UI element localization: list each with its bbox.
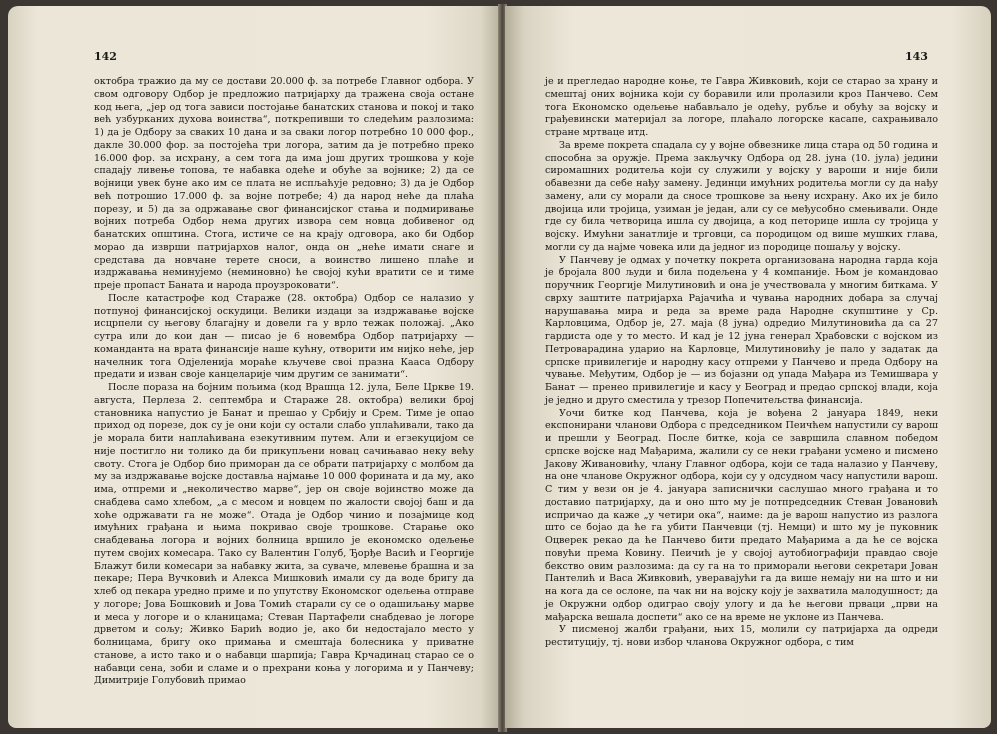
paragraph: У Панчеву је одмах у почетку покрета организована народна гарда која је бројала 800 људи и била подељена у 4 компаније. Њом је командовао поручник Георгије Милутиновић и она је учествовала у многим биткама. У сврху заштите патријарха Рајачића и чувања народних добара за случај нарушавања мира и реда за време рада Народне скупштине у Ср. Карловцима, Одбор је, 27. маја (8 јуна) одредио Милутиновића да са 27 гардиста оде у то место. И кад је 12 јуна генерал Храбовски с војском из Петроварадина ударио на Карловце, Милутиновићу је пало у задатак да српске привилегије и народну касу отпреми у Панчево и преда Одбору на чување. Међутим, Одбор је — из бојазни од упада Мађара из Темишвара у Банат — пренео привилегије и касу у Београд и предао српској влади, која је једно и друго сместила у трезор Попечитељства финансија. [545,254,938,406]
page-number: 142 [94,50,117,63]
page-body [94,76,474,688]
paragraph: После катастрофе код Стараже (28. октобра) Одбор се налазио у потпуној финансијској оскудици. Велики издаци за издржавање војске исцрпели су његову благајну и довели га у врло тежак положај. „Ако сутра или до кои дан — писао је 6 новембра Одбор патријарху — команданта на врата финансије наше кућну, отворити им ниjко неће, јер начелник тога Одјеленија мораће кључеве своі празна Кааса Одбору предати и изван своје канцеларије чим другим се занимати“. [94,292,474,381]
page-body [545,76,938,650]
left-page [8,6,500,728]
paragraph: После пораза на бојним пољима (код Врашца 12. јула, Беле Цркве 19. августа, Перлеза 2. септембра и Стараже 28. октобра) велики број становника напустио је Банат и прешао у Србију и Срем. Тиме је опао приход од порезе, док су је они који су остали слабо уплаћивали, тако да је морала бити наплаћивана езекутивним путем. Али и егзекуцијом се није постигло ни толико да би прикупљени новац сачињавао неку већу своту. Стога је Одбор био приморан да се обрати патријарху с молбом да му за издржавање војске доставља најмање 10 000 форината и да му, ако има, отпреми и „неколичество марве“, јер он своје војинство може да снабдева само хлебом, „а с месом и новцем по жалости својој баш и да хоће одржавати га не може“. Отада је Одбор чинио и позајмице код имућних грађана и њима покривао своје трошкове. Старање око снабдевања логора и војних болница вршило је економско одељење путем својих комесара. Тако су Валентин Голуб, Ђорђе Васић и Георгије Блажут били комесари за набавку жита, за сувачe, млевење брашна и за пекаре; Пера Вучковић и Алекса Мишковић имали су да воде бригу да хлеб од пекара уредно приме и по упутству Економског одељења отправе у логоре; Јова Бошковић и Јова Томић старали су се о одашиљању марве и меса у логоре и о кланицама; Стеван Партафели снабдевао је логоре дрветом и сољу; Живко Барић водио је, ако би недостајало место у болницама, бригу око примања и смештаја болесника у приватне станове, а исто тако и о набавци шарпија; Гавра Крчадинац старао се о набавци сена, зоби и сламе и о прехрани коња у логорима и у Панчеву; Димитрије Голубовић примао [94,382,474,687]
page-number: 143 [905,50,928,63]
paragraph: У писменој жалби грађани, њих 15, молили су патријарха да одреди реституцију, тј. нови избор чланова Окружног одбора, с тим [545,624,938,648]
right-page [505,6,991,728]
paragraph: За време покрета спадала су у војне обвезнике лица стара од 50 година и способна за оружје. Према закључку Одбора од 28. јуна (10. јула) једини сиромашних родитеља који су служили у војску у вароши и није били обавезни да себе нађу замену. Јединци имућних родитеља могли су да нађу замену, али су морали да сносе трошкове за њену исхрану. Ако их је било двојица или тројица, узиман је један, али су се међусобно смењивали. Онде где су била четворица ишла су двојица, а код петорице ишла су тројица у војску. Имућни занатлије и трговци, са породицом од више мушких глава, могли су да најме човека или да једног из породице пошаљу у војску. [545,139,938,253]
paragraph: је и прегледао народне коње, те Гавра Живковић, који се старао за храну и смештај оних војника који су боравили или пролазили кроз Панчево. Сем тога Економско одељење набављало је одећу, рубље и обућу за војску и грађевински материјал за логоре, плаћало логорске касапе, сахрањивало стране мртваце итд. [545,76,938,138]
paragraph: октобра тражио да му се достави 20.000 ф. за потребе Главног одбора. У свом одговору Одбор је предложио патријарху да тражена своја остане код њега, „јер од тога зависи постојање банатских станова и покој и тако већ узбурканих духова воинства“, поткрепивши то следећим разлозима: 1) да је Одбору за сваких 10 дана и за сваки логор потребно 10 000 фор., дакле 30.000 фор. за постојећа три логора, затим да је потребно преко 16.000 фор. за исхрану, а сем тога да има још других трошкова у које спадају ливење топова, те набавка одеће и обуће за војнике; 2) да се војници увек буне ако им се плата не испљаћује редовно; 3) да је Одбор већ потрошио 17.000 ф. за војне потребе; 4) да народ неће да плаћа порезу, и 5) да за одржавање свог финансијског стања и подмиривање војних потреба Одбор нема других извора сем новца добивеног од банатских општина. Стога, истиче се на крају одговора, ако би Одбор морао да изврши патријархов налог, онда он „неће имати снаге и средстава да новчане терете сноси, а воинство лишено плаће и издржавања неминујемо (неминовно) ће својој кући вратити се и тиме прејe пропаст Баната и народа проузроковати“. [94,76,474,291]
paragraph: Уочи битке код Панчева, која је вођена 2 јануара 1849, неки експонирани чланови Одбора с председником Пеичћем напустили су варош и прешли у Београд. После битке, која се завршила славном победом српске војске над Мађарима, жалили су се неки грађани усмено и писмено Јакову Живановићу, члану Главног одбора, који се тада налазио у Панчеву, на оне чланове Окружног одбора, који су у одсудном часу напустили варош. С тим у вези он је 4. јануара записнички саслушао много грађана и то доставио патријарху, да и оно што му је потпредседник Стеван Јовановић испричао да каже „у четири ока“, наиме: да је варош напустио из разлога што се бојао да ће га убити Панчевци (тј. Немци) и што му је пуковник Оцверек рекао да ће Панчево бити предато Мађарима а да ће се војска повући према Ковину. Пеичић је у својој аутобиографији правдао своје бекство овим разлозима: да су га на то приморали његови секретари Јован Пантелић и Васа Живковић, уверавајући га да више немају ни на што и ни на кога да се ослоне, па чак ни на војску коју је захватила малодушност; да је Окружни одбор одиграо своју улогу и да ће његови првaци „први на мађарска вешала доспети“ ако се на време не уклоне из Панчева. [545,407,938,623]
